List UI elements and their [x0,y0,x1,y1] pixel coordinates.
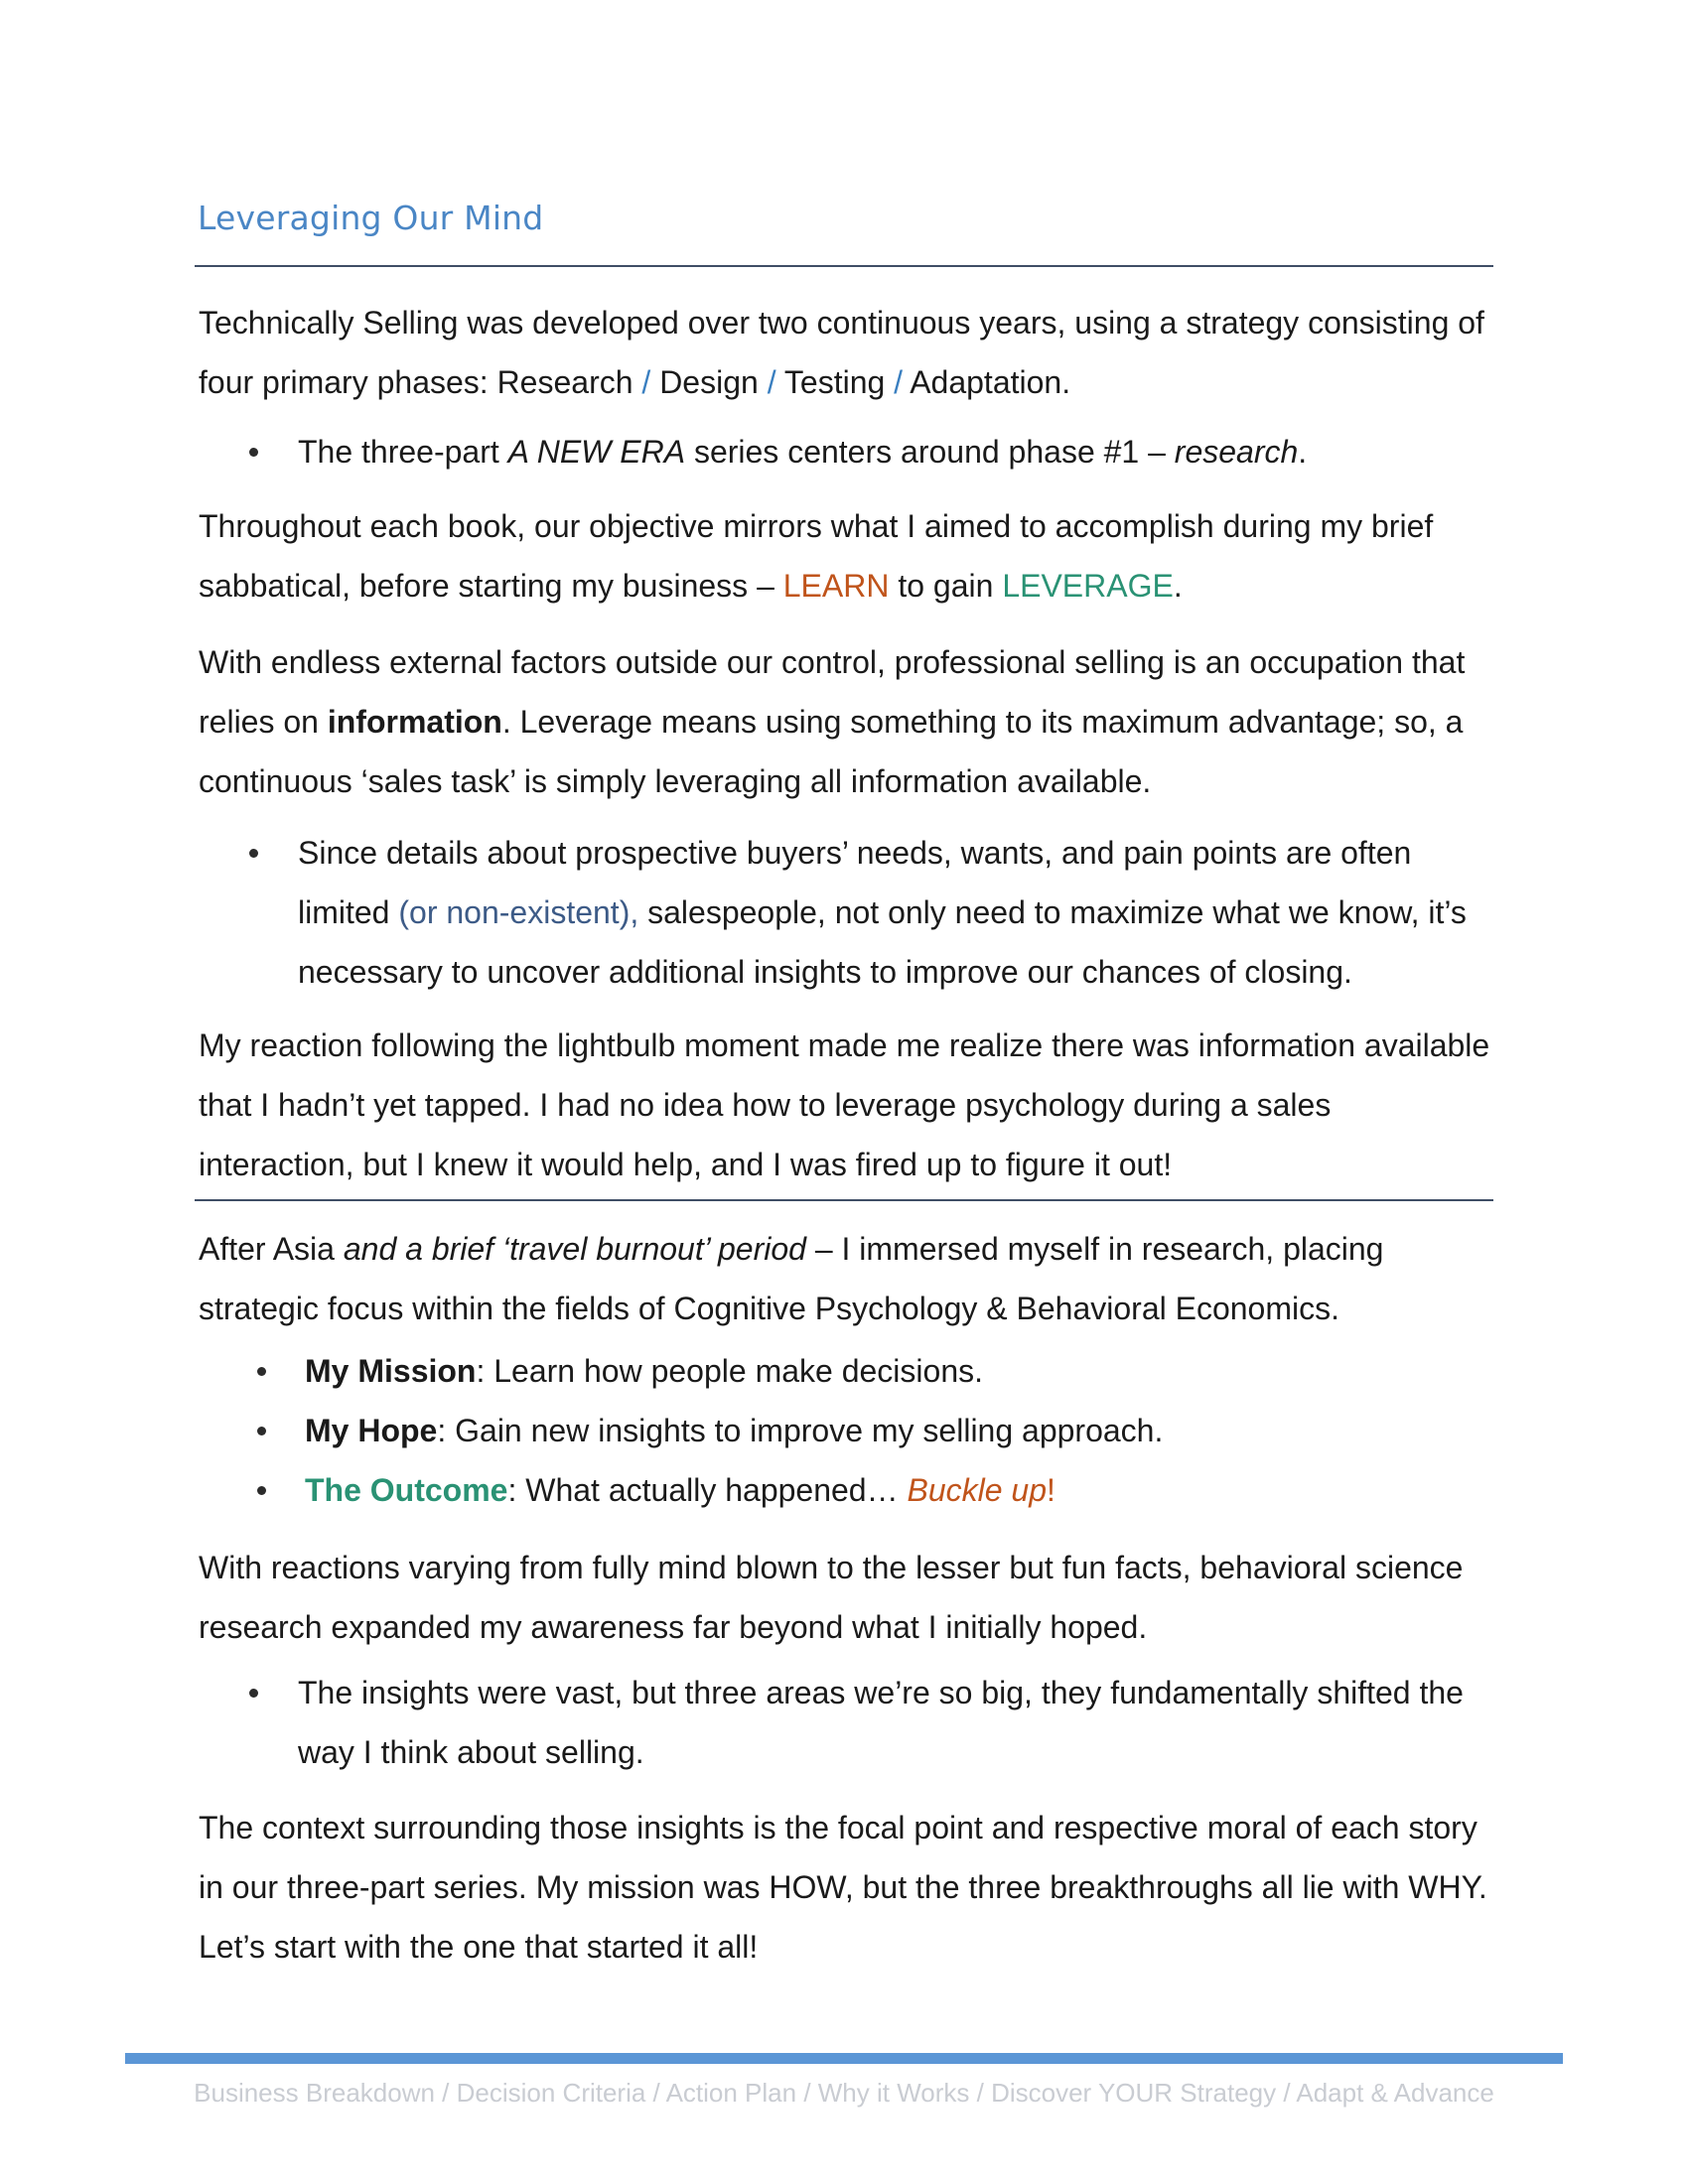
paragraph-reactions: With reactions varying from fully mind blown to the lesser but fun facts, behavioral science research expanded my awareness far beyond what I initially hoped. [199,1550,1464,1645]
travel-burnout-italic: and a brief ‘travel burnout’ period [343,1231,806,1267]
phase-separator: / [633,364,660,400]
phase-separator: / [885,364,911,400]
list-item-outcome: The Outcome: What actually happened… Buckle up! [199,1460,1494,1520]
footer-bar [125,2053,1563,2064]
bullet-list-details [199,823,1494,1002]
list-item-hope: My Hope: Gain new insights to improve my selling approach. [199,1401,1494,1460]
mission-label: My Mission [305,1353,477,1389]
paragraph-objective: Throughout each book, our objective mirrors what I aimed to accomplish during my brief sabbatical, before starting my business – LEARN to gain LEVERAGE. [199,508,1434,604]
phase-adaptation: Adaptation [910,364,1062,400]
list-item-mission: My Mission: Learn how people make decisions. [199,1341,1494,1401]
list-item: The three-part A NEW ERA series centers around phase #1 – research. [199,422,1494,481]
hope-label: My Hope [305,1413,438,1448]
learn-highlight: LEARN [782,568,890,604]
paragraph-information: With endless external factors outside our control, professional selling is an occupation that relies on information. Leverage means using something to its maximum advantage; so, a continuous ‘sales task’ is simply leveraging all information available. [199,644,1466,799]
section-divider [195,1199,1493,1201]
bullet-list-series [199,422,1494,481]
phase-name: research [1174,434,1299,470]
intro-text: Technically Selling was developed over two continuous years, using a strategy consisting of four primary phases: [199,305,1484,400]
parenthetical: (or non-existent), [398,894,639,930]
phase-research: Research [496,364,633,400]
paragraph-context: The context surrounding those insights is the focal point and respective moral of each story in our three-part series. My mission was HOW, but the three breakthroughs all lie with WHY. Let’s start with the one that started it all! [199,1810,1487,1965]
phase-separator: / [758,364,784,400]
information-bold: information [327,704,502,740]
buckle-up-text: Buckle up [907,1472,1048,1508]
list-item: The insights were vast, but three areas we’re so big, they fundamentally shifted the way I think about selling. [199,1663,1494,1782]
outcome-label: The Outcome [305,1472,508,1508]
heading-rule [195,265,1493,267]
paragraph-reaction: My reaction following the lightbulb moment made me realize there was information available that I hadn’t yet tapped. I had no idea how to leverage psychology during a sales interaction, but I knew it would help, and I was fired up to figure it out! [199,1027,1490,1182]
phase-design: Design [659,364,759,400]
paragraph-asia: After Asia and a brief ‘travel burnout’ period – I immersed myself in research, placing strategic focus within the fields of Cognitive Psychology & Behavioral Economics. [199,1231,1384,1326]
series-title: A NEW ERA [507,434,686,470]
list-item: Since details about prospective buyers’ needs, wants, and pain points are often limited (or non-existent), salespeople, not only need to maximize what we know, it’s necessary to uncover additional insights to improve our chances of closing. [199,823,1494,1002]
bullet-list-mission [199,1341,1494,1520]
paragraph-intro: Technically Selling was developed over two continuous years, using a strategy consisting of four primary phases: Research / Design / Testing / Adaptation. [199,305,1484,400]
footer-nav-text: Business Breakdown / Decision Criteria / Action Plan / Why it Works / Discover YOUR Strategy / Adapt & Advance [194,2078,1494,2108]
phase-testing: Testing [783,364,886,400]
leverage-highlight: LEVERAGE [1002,568,1174,604]
section-heading: Leveraging Our Mind [198,199,544,237]
bullet-list-insights [199,1663,1494,1782]
